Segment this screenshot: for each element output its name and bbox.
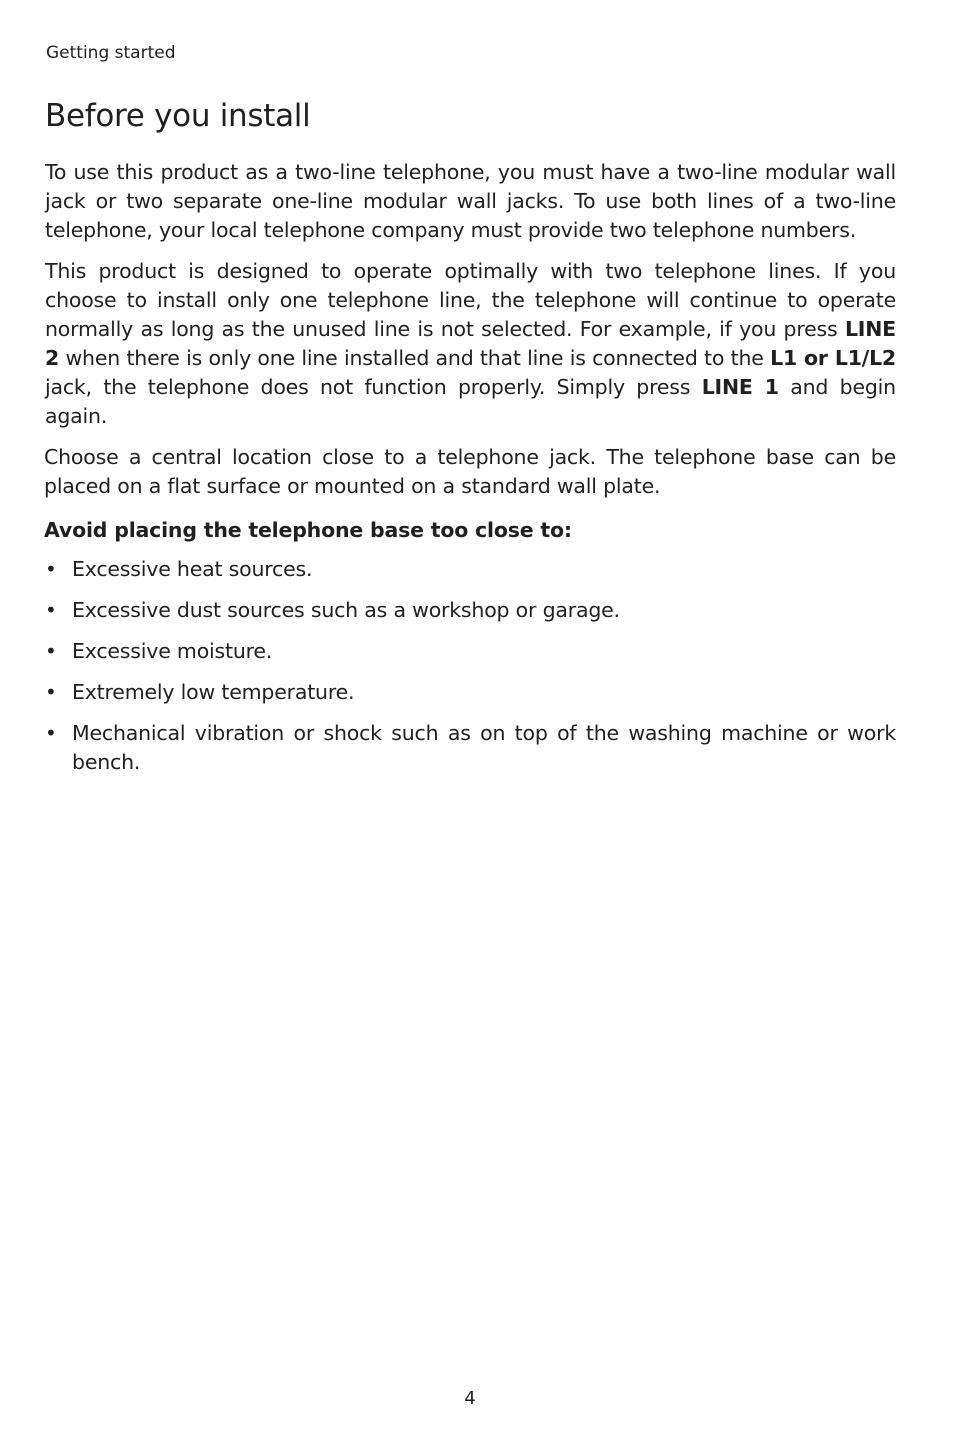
list-item xyxy=(45,719,896,777)
bullet-icon: • xyxy=(45,598,57,622)
intro-paragraph: To use this product as a two-line telephone, you must have a two-line modular wall jack or two separate one-line modular wall jacks. To use both lines of a two-line telephone, your local telephone company must provide two telephone numbers. xyxy=(45,160,896,242)
avoid-heading: Avoid placing the telephone base too close to: xyxy=(44,518,572,542)
paragraph-text: and begin again. xyxy=(45,375,896,428)
list-item-text: Excessive dust sources such as a workshop or garage. xyxy=(72,598,620,622)
list-item xyxy=(45,678,896,707)
line-2-key-label: LINE 2 xyxy=(45,317,896,370)
page-content xyxy=(45,158,896,789)
line-1-key-label: LINE 1 xyxy=(701,375,779,399)
paragraph-text: when there is only one line installed and that line is connected to the xyxy=(59,346,771,370)
bullet-icon: • xyxy=(45,557,57,581)
list-item-text: Mechanical vibration or shock such as on top of the washing machine or work bench. xyxy=(72,721,896,774)
list-item xyxy=(45,555,896,584)
bullet-icon: • xyxy=(45,639,57,663)
avoid-list xyxy=(45,555,896,777)
paragraph-text: jack, the telephone does not function properly. Simply press xyxy=(45,375,702,399)
paragraph-text: This product is designed to operate optimally with two telephone lines. If you choose to install only one telephone line, the telephone will continue to operate normally as long as the unused line is not selected. For example, if you press xyxy=(45,259,896,341)
jack-label: L1 or L1/L2 xyxy=(770,346,896,370)
list-item xyxy=(45,596,896,625)
location-paragraph: Choose a central location close to a telephone jack. The telephone base can be placed on a flat surface or mounted on a standard wall plate. xyxy=(44,445,896,498)
page-number: 4 xyxy=(464,1388,476,1409)
list-item-text: Extremely low temperature. xyxy=(72,680,355,704)
single-line-paragraph xyxy=(45,257,896,431)
list-item xyxy=(45,637,896,666)
page-title: Before you install xyxy=(45,98,311,134)
bullet-icon: • xyxy=(45,680,57,704)
bullet-icon: • xyxy=(45,721,57,745)
section-label: Getting started xyxy=(46,43,176,63)
list-item-text: Excessive moisture. xyxy=(72,639,273,663)
list-item-text: Excessive heat sources. xyxy=(72,557,313,581)
